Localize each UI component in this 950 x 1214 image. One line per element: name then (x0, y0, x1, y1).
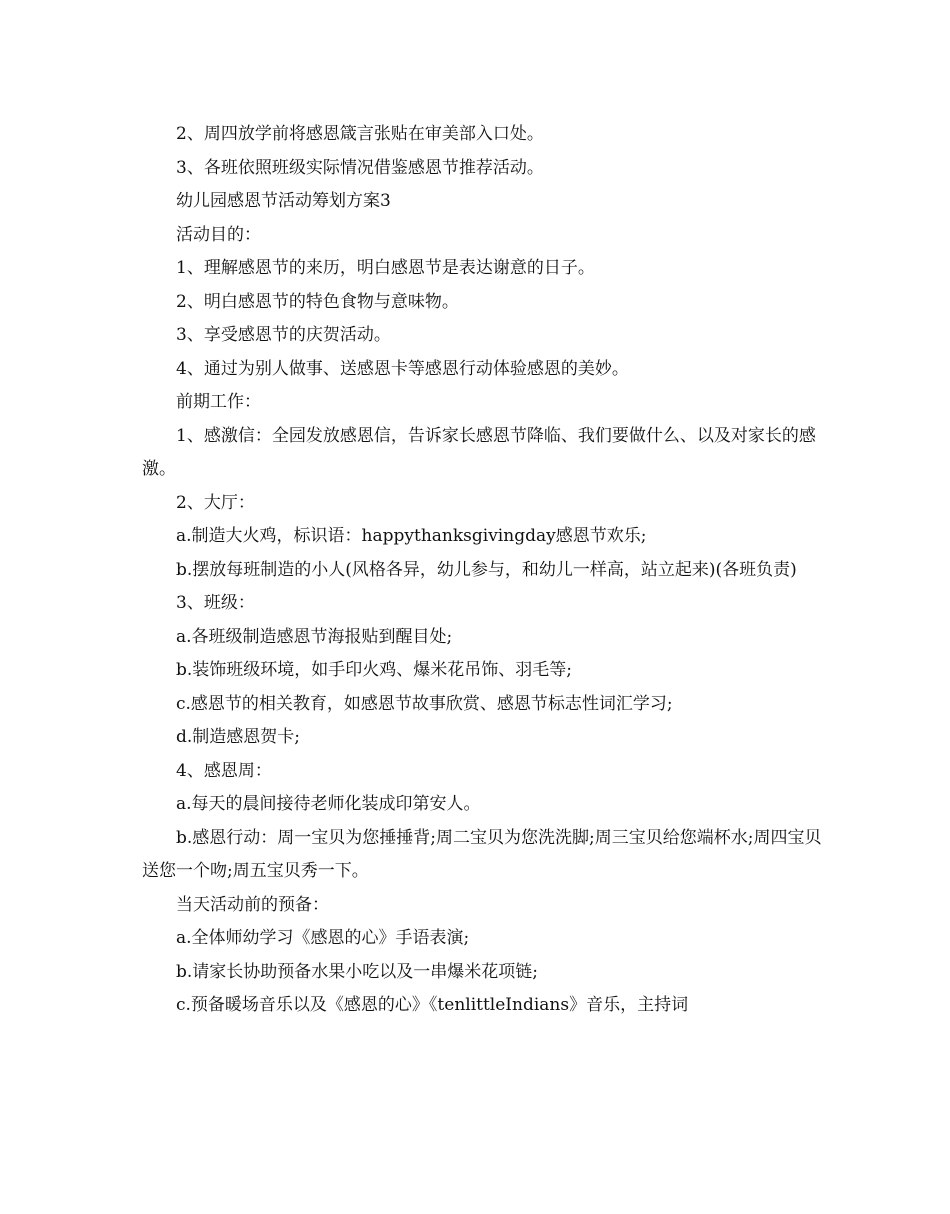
paragraph-11: 2、大厅： (176, 492, 255, 513)
paragraph-24: b.请家长协助预备水果小吃以及一串爆米花项链; (176, 961, 539, 982)
paragraph-12: a.制造大火鸡，标识语：happythanksgivingday感恩节欢乐; (176, 526, 647, 546)
paragraph-18: d.制造感恩贺卡; (176, 727, 301, 747)
section-title: 幼儿园感恩节活动筹划方案3 (176, 191, 391, 211)
paragraph-25: c.预备暖场音乐以及《感恩的心》《tenlittleIndians》音乐，主持词 (176, 995, 689, 1015)
paragraph-1: 2、周四放学前将感恩箴言张贴在审美部入口处。 (176, 124, 544, 144)
paragraph-2: 3、各班依照班级实际情况借鉴感恩节推荐活动。 (176, 157, 544, 178)
heading-activity-goals: 活动目的： (176, 224, 261, 245)
paragraph-21: b.感恩行动：周一宝贝为您捶捶背;周二宝贝为您洗洗脚;周三宝贝给您端杯水;周四宝贝送您一个吻;周五宝贝秀一下。 (142, 827, 822, 881)
paragraph-15: a.各班级制造感恩节海报贴到醒目处; (176, 626, 453, 647)
paragraph-20: a.每天的晨间接待老师化装成印第安人。 (176, 794, 481, 814)
paragraph-5: 1、理解感恩节的来历，明白感恩节是表达谢意的日子。 (176, 258, 595, 278)
paragraph-8: 4、通过为别人做事、送感恩卡等感恩行动体验感恩的美妙。 (176, 358, 629, 379)
paragraph-19: 4、感恩周： (176, 760, 272, 781)
paragraph-14: 3、班级： (176, 593, 255, 613)
paragraph-6: 2、明白感恩节的特色食物与意味物。 (176, 291, 459, 312)
paragraph-13: b.摆放每班制造的小人(风格各异，幼儿参与，和幼儿一样高，站立起来)(各班负责) (176, 559, 797, 580)
paragraph-17: c.感恩节的相关教育，如感恩节故事欣赏、感恩节标志性词汇学习; (176, 693, 673, 714)
paragraph-23: a.全体师幼学习《感恩的心》手语表演; (176, 928, 470, 948)
document-body (142, 118, 832, 1023)
heading-preparation: 前期工作： (176, 392, 261, 412)
paragraph-16: b.装饰班级环境，如手印火鸡、爆米花吊饰、羽毛等; (176, 660, 573, 680)
paragraph-7: 3、享受感恩节的庆贺活动。 (176, 325, 391, 345)
paragraph-10: 1、感激信：全园发放感恩信，告诉家长感恩节降临、我们要做什么、以及对家长的感激。 (142, 425, 816, 479)
heading-day-preparation: 当天活动前的预备： (176, 894, 329, 915)
